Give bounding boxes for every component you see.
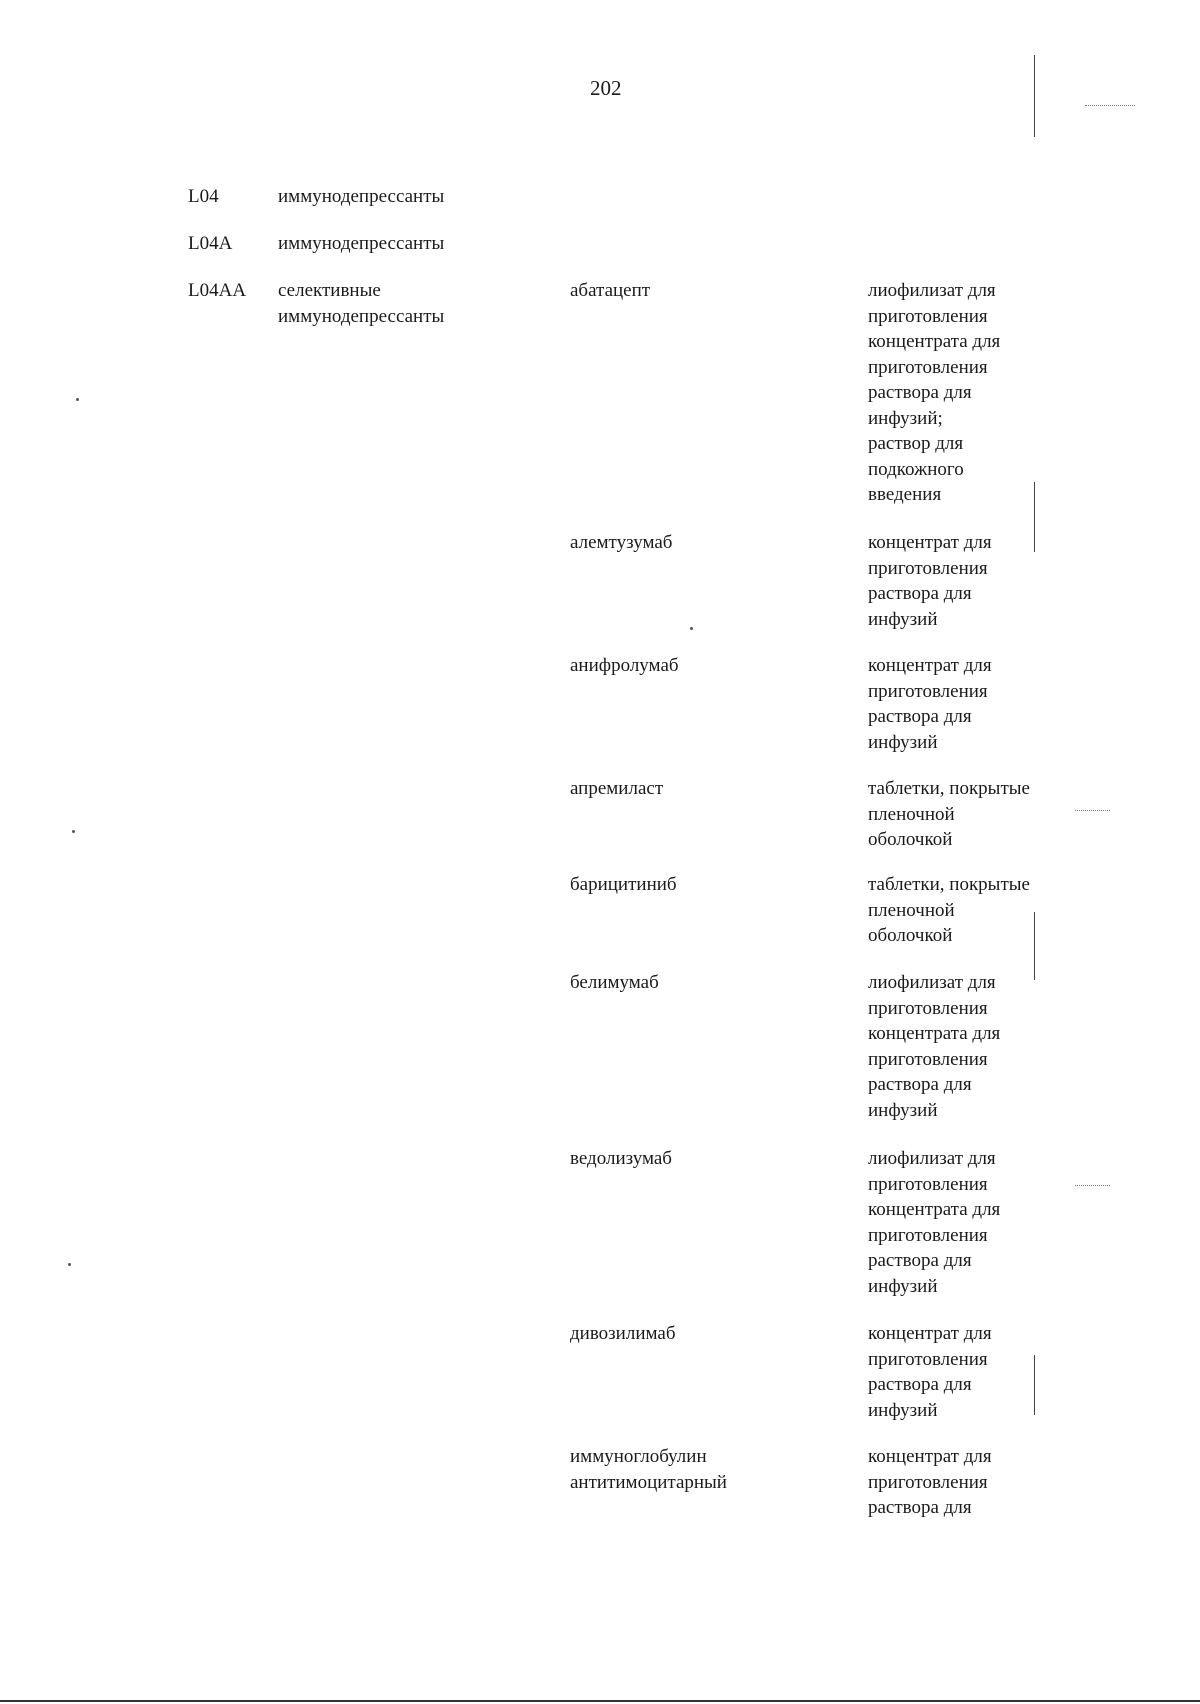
scan-edge-line xyxy=(1034,55,1035,137)
dosage-form-line: раствора для xyxy=(868,382,972,403)
dosage-form-line: таблетки, покрытые xyxy=(868,778,1030,799)
dosage-form-line: раствор для xyxy=(868,433,964,454)
dosage-form-line: лиофилизат для xyxy=(868,280,996,301)
dosage-form-line: приготовления xyxy=(868,356,988,378)
dosage-form-line: приготовления xyxy=(868,557,988,579)
dosage-form-line: инфузий xyxy=(868,1399,938,1421)
drug-name xyxy=(570,1444,820,1495)
dosage-form xyxy=(868,872,1078,949)
dosage-form xyxy=(868,530,1078,632)
drug-name-line: антитимоцитарный xyxy=(570,1471,727,1493)
dosage-form-line: концентрата для xyxy=(868,331,1001,352)
dosage-form-line: концентрата для xyxy=(868,1199,1001,1220)
dosage-form-line: лиофилизат для xyxy=(868,972,996,993)
atc-code: L04AA xyxy=(188,280,247,301)
drug-name-line: абатацепт xyxy=(570,280,651,301)
dosage-form-line: лиофилизат для xyxy=(868,1148,996,1169)
dosage-form-line: приготовления xyxy=(868,997,988,1019)
atc-group-name-line: иммунодепрессанты xyxy=(278,186,445,207)
scan-edge-line xyxy=(1034,912,1035,980)
drug-name xyxy=(570,1321,820,1347)
dosage-form-line: концентрата для xyxy=(868,1023,1001,1044)
dosage-form xyxy=(868,1146,1078,1299)
dosage-form-line: пленочной xyxy=(868,899,955,921)
dosage-form-line: раствора для xyxy=(868,583,972,604)
atc-group-name xyxy=(278,278,538,329)
scan-dots xyxy=(1085,105,1135,106)
scan-speck xyxy=(68,1263,71,1266)
dosage-form-line: концентрат для xyxy=(868,655,992,676)
dosage-form-line: раствора для xyxy=(868,1497,972,1518)
drug-name xyxy=(570,872,820,898)
dosage-form-line: приготовления xyxy=(868,1048,988,1070)
dosage-form-line: раствора для xyxy=(868,1074,972,1095)
dosage-form-line: приготовления xyxy=(868,1173,988,1195)
drug-name-line: дивозилимаб xyxy=(570,1323,676,1344)
dosage-form-line: раствора для xyxy=(868,1250,972,1271)
drug-name-line: апремиласт xyxy=(570,778,664,799)
dosage-form-line: приготовления xyxy=(868,1471,988,1493)
atc-group-name-line: иммунодепрессанты xyxy=(278,305,445,327)
atc-group-name xyxy=(278,184,538,210)
dosage-form-line: инфузий xyxy=(868,1099,938,1121)
dosage-form-line: пленочной xyxy=(868,803,955,825)
dosage-form-line: подкожного xyxy=(868,458,964,480)
dosage-form-line: оболочкой xyxy=(868,829,953,850)
dosage-form-line: раствора для xyxy=(868,706,972,727)
drug-name-line: барицитиниб xyxy=(570,874,677,895)
dosage-form xyxy=(868,1444,1078,1521)
bottom-scan-rule xyxy=(0,1700,1200,1702)
drug-name xyxy=(570,1146,820,1172)
scan-edge-line xyxy=(1034,482,1035,552)
atc-group-name xyxy=(278,231,538,257)
page-number: 202 xyxy=(590,76,622,100)
scan-dots xyxy=(1075,810,1110,811)
drug-name-line: анифролумаб xyxy=(570,655,679,676)
dosage-form-line: инфузий; xyxy=(868,407,943,429)
dosage-form-line: оболочкой xyxy=(868,925,953,946)
atc-group-name-line: селективные xyxy=(278,280,381,301)
scan-edge-line xyxy=(1034,1355,1035,1415)
atc-code: L04A xyxy=(188,233,233,254)
drug-name xyxy=(570,970,820,996)
scan-speck xyxy=(76,398,79,401)
drug-name xyxy=(570,653,820,679)
drug-name xyxy=(570,530,820,556)
drug-name xyxy=(570,776,820,802)
dosage-form xyxy=(868,776,1078,853)
drug-name-line: ведолизумаб xyxy=(570,1148,672,1169)
dosage-form-line: концентрат для xyxy=(868,532,992,553)
scan-speck xyxy=(72,830,75,833)
dosage-form xyxy=(868,970,1078,1123)
atc-group-name-line: иммунодепрессанты xyxy=(278,233,445,254)
dosage-form-line: приготовления xyxy=(868,680,988,702)
dosage-form xyxy=(868,1321,1078,1423)
drug-name-line: алемтузумаб xyxy=(570,532,673,553)
atc-code: L04 xyxy=(188,186,219,207)
dosage-form-line: инфузий xyxy=(868,731,938,753)
drug-name xyxy=(570,278,820,304)
dosage-form xyxy=(868,278,1078,508)
scan-dots xyxy=(1075,1185,1110,1186)
dosage-form-line: приготовления xyxy=(868,305,988,327)
dosage-form-line: концентрат для xyxy=(868,1446,992,1467)
dosage-form-line: инфузий xyxy=(868,1275,938,1297)
drug-name-line: белимумаб xyxy=(570,972,659,993)
drug-name-line: иммуноглобулин xyxy=(570,1446,707,1467)
dosage-form-line: приготовления xyxy=(868,1224,988,1246)
dosage-form-line: таблетки, покрытые xyxy=(868,874,1030,895)
dosage-form-line: концентрат для xyxy=(868,1323,992,1344)
dosage-form-line: инфузий xyxy=(868,608,938,630)
dosage-form-line: введения xyxy=(868,484,942,505)
dosage-form-line: раствора для xyxy=(868,1374,972,1395)
dosage-form-line: приготовления xyxy=(868,1348,988,1370)
scan-speck xyxy=(690,627,693,630)
dosage-form xyxy=(868,653,1078,755)
